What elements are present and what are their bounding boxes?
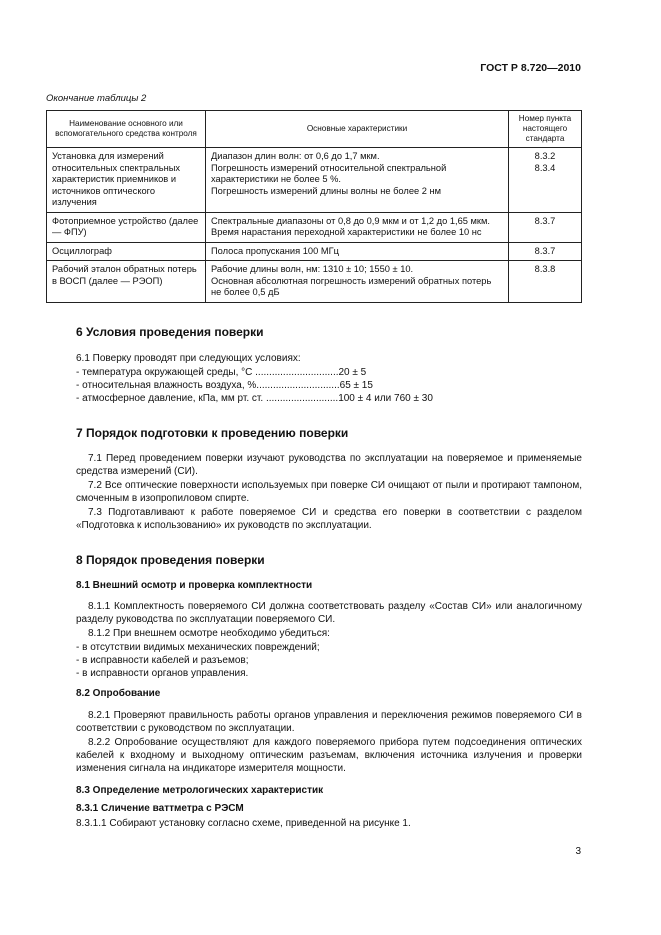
table-row xyxy=(47,261,582,303)
table-row xyxy=(47,212,582,242)
check-item: - в отсутствии видимых механических повреждений; xyxy=(76,642,320,653)
paragraph-7-2: 7.2 Все оптические поверхности используемых при поверке СИ очищают от пыли и протирают тампоном, смоченным в изопропиловом спирте. xyxy=(76,480,582,505)
row-clause: 8.3.8 xyxy=(509,261,582,303)
paragraph-7-1: 7.1 Перед проведением поверки изучают руководства по эксплуатации на поверяемое и применяемые средства измерений (СИ). xyxy=(76,453,582,478)
row-characteristics: Диапазон длин волн: от 0,6 до 1,7 мкм. Погрешность измерений относительной спектральной характеристики не более 5 %. Погрешность измерений длины волны не более 2 нм xyxy=(206,148,509,213)
section-8-heading: 8 Порядок проведения поверки xyxy=(76,553,265,567)
subsection-8-2-heading: 8.2 Опробование xyxy=(76,688,161,699)
section-6-heading: 6 Условия проведения поверки xyxy=(76,325,264,339)
row-name: Рабочий эталон обратных потерь в ВОСП (далее — РЭОП) xyxy=(47,261,206,303)
table-row xyxy=(47,242,582,261)
table-header-row xyxy=(47,111,582,148)
row-name: Осциллограф xyxy=(47,242,206,261)
row-characteristics: Полоса пропускания 100 МГц xyxy=(206,242,509,261)
paragraph-8-1-2: 8.1.2 При внешнем осмотре необходимо убедиться: xyxy=(88,628,330,639)
row-characteristics: Спектральные диапазоны от 0,8 до 0,9 мкм и от 1,2 до 1,65 мкм. Время нарастания переходной характеристики не более 10 нс xyxy=(206,212,509,242)
subsection-8-3-1-heading: 8.3.1 Сличение ваттметра с РЭСМ xyxy=(76,803,244,814)
table-row xyxy=(47,148,582,213)
row-clause: 8.3.7 xyxy=(509,212,582,242)
condition-item: - атмосферное давление, кПа, мм рт. ст. ..........................100 ± 4 или 760 ± 30 xyxy=(76,393,433,404)
page-number: 3 xyxy=(575,846,581,857)
paragraph-8-3-1-1: 8.3.1.1 Собирают установку согласно схеме, приведенной на рисунке 1. xyxy=(76,818,411,829)
equipment-table xyxy=(46,110,582,303)
paragraph-8-2-1: 8.2.1 Проверяют правильность работы органов управления и переключения режимов поверяемого СИ в соответствии с руководством по эксплуатации. xyxy=(76,710,582,735)
row-name: Фотоприемное устройство (далее — ФПУ) xyxy=(47,212,206,242)
row-clause: 8.3.7 xyxy=(509,242,582,261)
section-6-intro: 6.1 Поверку проводят при следующих условиях: xyxy=(76,353,301,364)
subsection-8-3-heading: 8.3 Определение метрологических характеристик xyxy=(76,785,324,796)
row-clause: 8.3.2 8.3.4 xyxy=(509,148,582,213)
column-header-name: Наименование основного или вспомогательного средства контроля xyxy=(47,111,206,148)
condition-item: - относительная влажность воздуха, %..............................65 ± 15 xyxy=(76,380,373,391)
standard-number: ГОСТ Р 8.720—2010 xyxy=(480,62,581,74)
row-characteristics: Рабочие длины волн, нм: 1310 ± 10; 1550 ± 10. Основная абсолютная погрешность измерений обратных потерь не более 0,5 дБ xyxy=(206,261,509,303)
column-header-characteristics: Основные характеристики xyxy=(206,111,509,148)
table-caption: Окончание таблицы 2 xyxy=(46,93,147,104)
paragraph-7-3: 7.3 Подготавливают к работе поверяемое СИ и средства его поверки в соответствии с разделом «Подготовка к использованию» их руководств по эксплуатации. xyxy=(76,507,582,532)
row-name: Установка для измерений относительных спектральных характеристик приемников и источников оптического излучения xyxy=(47,148,206,213)
section-7-heading: 7 Порядок подготовки к проведению поверки xyxy=(76,426,349,440)
check-item: - в исправности органов управления. xyxy=(76,668,249,679)
condition-item: - температура окружающей среды, °С ..............................20 ± 5 xyxy=(76,367,367,378)
subsection-8-1-heading: 8.1 Внешний осмотр и проверка комплектности xyxy=(76,580,313,591)
paragraph-8-2-2: 8.2.2 Опробование осуществляют для каждого поверяемого прибора путем подсоединения оптических кабелей к входному и выходному оптическим разъемам, включения источника излучения и проверки изменения сигнала на индикаторе измерителя мощности. xyxy=(76,737,582,775)
check-item: - в исправности кабелей и разъемов; xyxy=(76,655,249,666)
paragraph-8-1-1: 8.1.1 Комплектность поверяемого СИ должна соответствовать разделу «Состав СИ» или аналогичному разделу руководства по эксплуатации поверяемого СИ. xyxy=(76,601,582,626)
column-header-clause: Номер пункта настоящего стандарта xyxy=(509,111,582,148)
